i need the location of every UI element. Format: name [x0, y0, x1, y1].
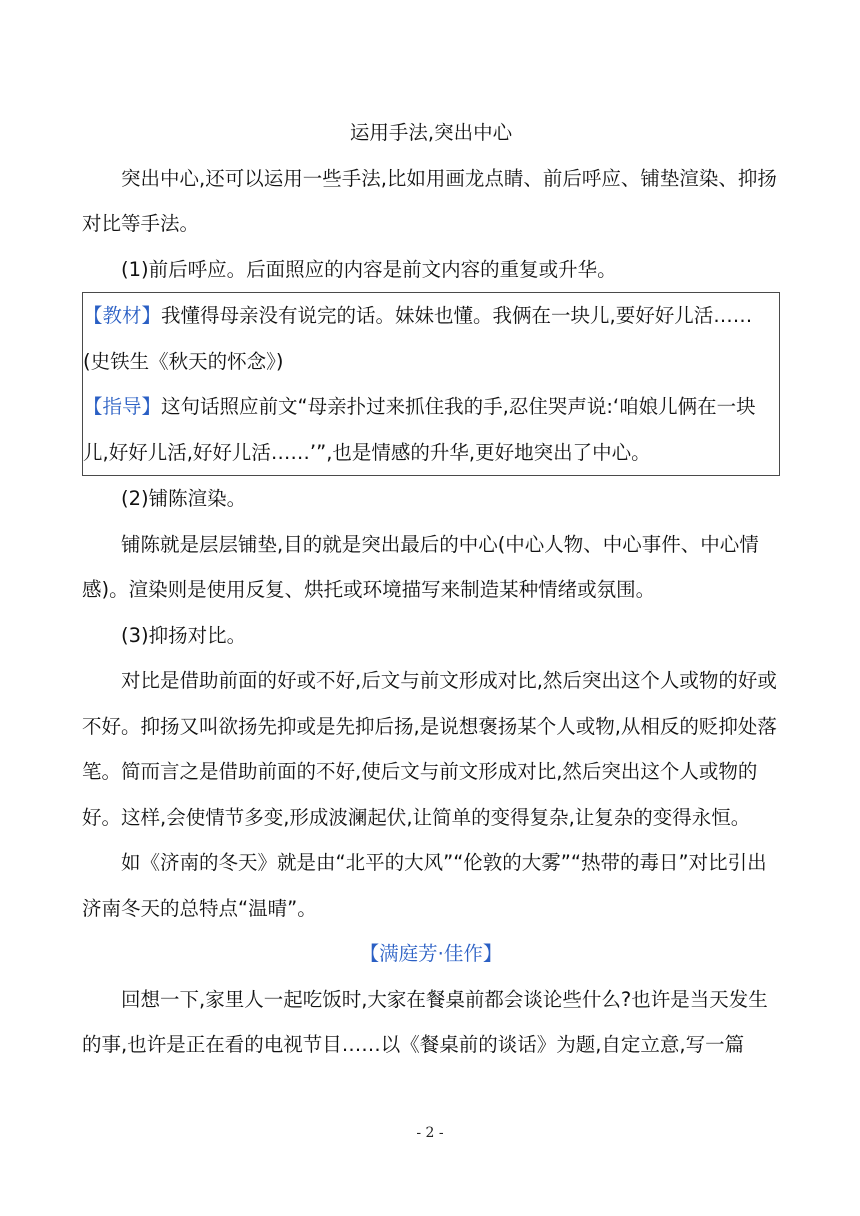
item3-paragraph: 对比是借助前面的好或不好,后文与前文形成对比,然后突出这个人或物的好或不好。抑扬又叫欲扬先抑或是先抑后扬,是说想褒扬某个人或物,从相反的贬抑处落笔。简而言之是借助前面的不好,使后文与前文形成对比,然后突出这个人或物的好。这样,会使情节多变,形成波澜起伏,让简单的变得复杂,让复杂的变得永恒。 [82, 669, 777, 829]
textbook-tag: 【教材】 [83, 304, 162, 327]
intro-paragraph: 突出中心,还可以运用一些手法,比如用画龙点睛、前后呼应、铺垫渲染、抑扬对比等手法。 [82, 166, 777, 235]
writing-prompt: 回想一下,家里人一起吃饭时,大家在餐桌前都会谈论些什么?也许是当天发生的事,也许是正在看的电视节目……以《餐桌前的谈话》为题,自定立意,写一篇 [82, 987, 768, 1056]
section-title: 运用手法,突出中心 [349, 121, 513, 144]
page-number: - 2 - [416, 1125, 444, 1141]
item1-heading: (1)前后呼应。后面照应的内容是前文内容的重复或升华。 [121, 257, 617, 281]
textbook-text: 我懂得母亲没有说完的话。妹妹也懂。我俩在一块儿,要好好儿活……(史铁生《秋天的怀念》) [83, 304, 753, 373]
guide-note [83, 384, 779, 475]
showcase-title: 【满庭芳·佳作】 [359, 942, 503, 965]
page-content [82, 110, 780, 1068]
example-paragraph: 如《济南的冬天》就是由“北平的大风”“伦敦的大雾”“热带的毒日”对比引出济南冬天的总特点“温晴”。 [82, 851, 767, 920]
guide-text: 这句话照应前文“母亲扑过来抓住我的手,忍住哭声说:‘咱娘儿俩在一块儿,好好儿活,好好儿活……’”,也是情感的升华,更好地突出了中心。 [83, 395, 756, 464]
item2-paragraph: 铺陈就是层层铺垫,目的就是突出最后的中心(中心人物、中心事件、中心情感)。渲染则是使用反复、烘托或环境描写来制造某种情绪或氛围。 [82, 532, 759, 601]
textbook-guide-box [82, 292, 780, 476]
item3-heading: (3)抑扬对比。 [121, 623, 247, 647]
item2-heading: (2)铺陈渲染。 [121, 487, 247, 510]
guide-tag: 【指导】 [83, 395, 162, 418]
textbook-excerpt [83, 293, 779, 384]
